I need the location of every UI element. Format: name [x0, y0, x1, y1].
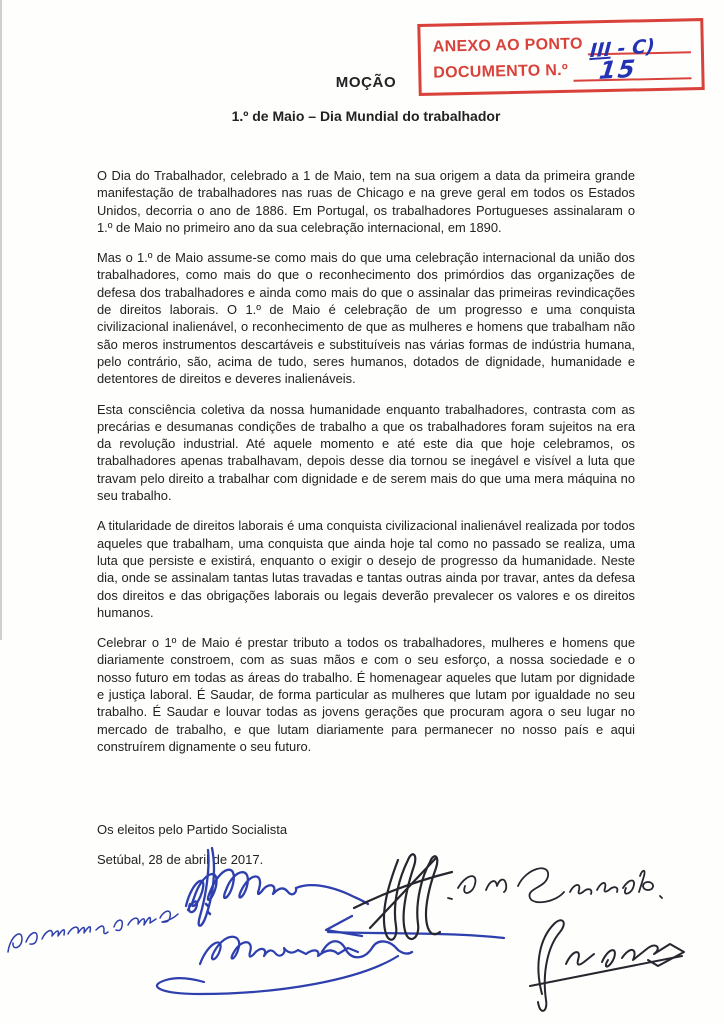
- stamp-anexo-line: [587, 29, 690, 63]
- paragraph-5: Celebrar o 1º de Maio é prestar tributo a todos os trabalhadores, mulheres e homens que diariamente constroem, com as suas mãos e com o seu esforço, a nossa sociedade e o nosso futuro em todas as áreas do trabalho. É homenagear aqueles que lutam por dignidade e justiça laboral. É Saudar, de forma particular as mulheres que lutam por igualdade no seu trabalho. É Saudar e louvar todas as jovens gerações que procuram agora o seu lugar no mercado de trabalho, e que lutam diariamente para permanecer no nosso país e aqui construírem dignamente o seu futuro.: [97, 635, 635, 754]
- document-title: MOÇÃO: [335, 74, 397, 91]
- scan-edge-artifact: [0, 0, 2, 640]
- heading-block: [97, 74, 635, 124]
- signature-dark-arrow: [530, 920, 684, 1011]
- paragraph-3: Esta consciência coletiva da nossa humanidade enquanto trabalhadores, contrasta com as precárias e desumanas condições de trabalho a que os trabalhadores foram sujeitos na era da revolução industrial. Até aquele momento e até este dia que hoje celebramos, os trabalhadores apenas trabalhavam, depois desse dia tornou se inegável e visível a luta que travam pelo direito a trabalhar com dignidade e de serem mais do que uma mera máquina no seu trabalho.: [97, 401, 635, 504]
- stamp-documento-label: DOCUMENTO N.º: [433, 61, 569, 82]
- paragraph-4: A titularidade de direitos laborais é uma conquista civilizacional inalienável realizada por todos aqueles que trabalham, uma conquista que ainda hoje tal como no passado se realiza, uma luta que persiste e existirá, enquanto o exigir o desejo de progresso da humanidade. Neste dia, onde se assinalam tantas lutas travadas e tantas outras ainda por travar, antes da defesa dos direitos e das obrigações laborais ou legais deverão prevalecer os valores e os direitos humanos.: [97, 518, 635, 620]
- signature-blue-scribble: [157, 937, 398, 994]
- signature-blue-flourish: [186, 848, 504, 957]
- paragraph-2: Mas o 1.º de Maio assume-se como mais do que uma celebração internacional da união dos trabalhadores, como mais do que o reconhecimento dos primórdios das organizações de defesa dos trabalhadores e ainda como mais do que o assinalar das primeiras revindicações de direitos laborais. O 1.º de Maio é celebração de um progresso e uma conquista civilizacional inalienável, o reconhecimento de que as mulheres e homens que trabalham não são meros instrumentos descartáveis e substituíveis nas várias formas de indústria humana, pelo contrário, são, acima de tudo, seres humanos, dotados de dignidade, humanidade e detentores de direitos e deveres inalienáveis.: [97, 250, 635, 387]
- signed-by-line: Os eleitos pelo Partido Socialista: [97, 822, 288, 837]
- stamp-anexo-label: ANEXO AO PONTO: [432, 35, 583, 56]
- signature-dark-loops: [354, 854, 452, 939]
- stamp-row-anexo: [432, 27, 690, 63]
- place-date-line: Setúbal, 28 de abril de 2017.: [97, 852, 264, 867]
- signature-handwritten-name-left: [8, 911, 178, 952]
- stamp-anexo-handwritten-value: III - C): [589, 35, 656, 63]
- stamp-documento-handwritten-value: 15: [597, 54, 639, 85]
- paragraph-1: O Dia do Trabalhador, celebrado a 1 de Maio, tem na sua origem a data da primeira grande manifestação de trabalhadores nas ruas de Chicago e na greve geral em todos os Estados Unidos, decorria o ano de 1886. Em Portugal, os trabalhadores Portugueses assinalaram o 1.º de Maio no primeiro ano da sua celebração internacional, em 1890.: [97, 168, 635, 235]
- signatures-layer: [0, 844, 724, 1024]
- document-subtitle: 1.º de Maio – Dia Mundial do trabalhador: [231, 108, 501, 124]
- signature-dark-name-right: [448, 868, 662, 902]
- document-body: [97, 167, 635, 768]
